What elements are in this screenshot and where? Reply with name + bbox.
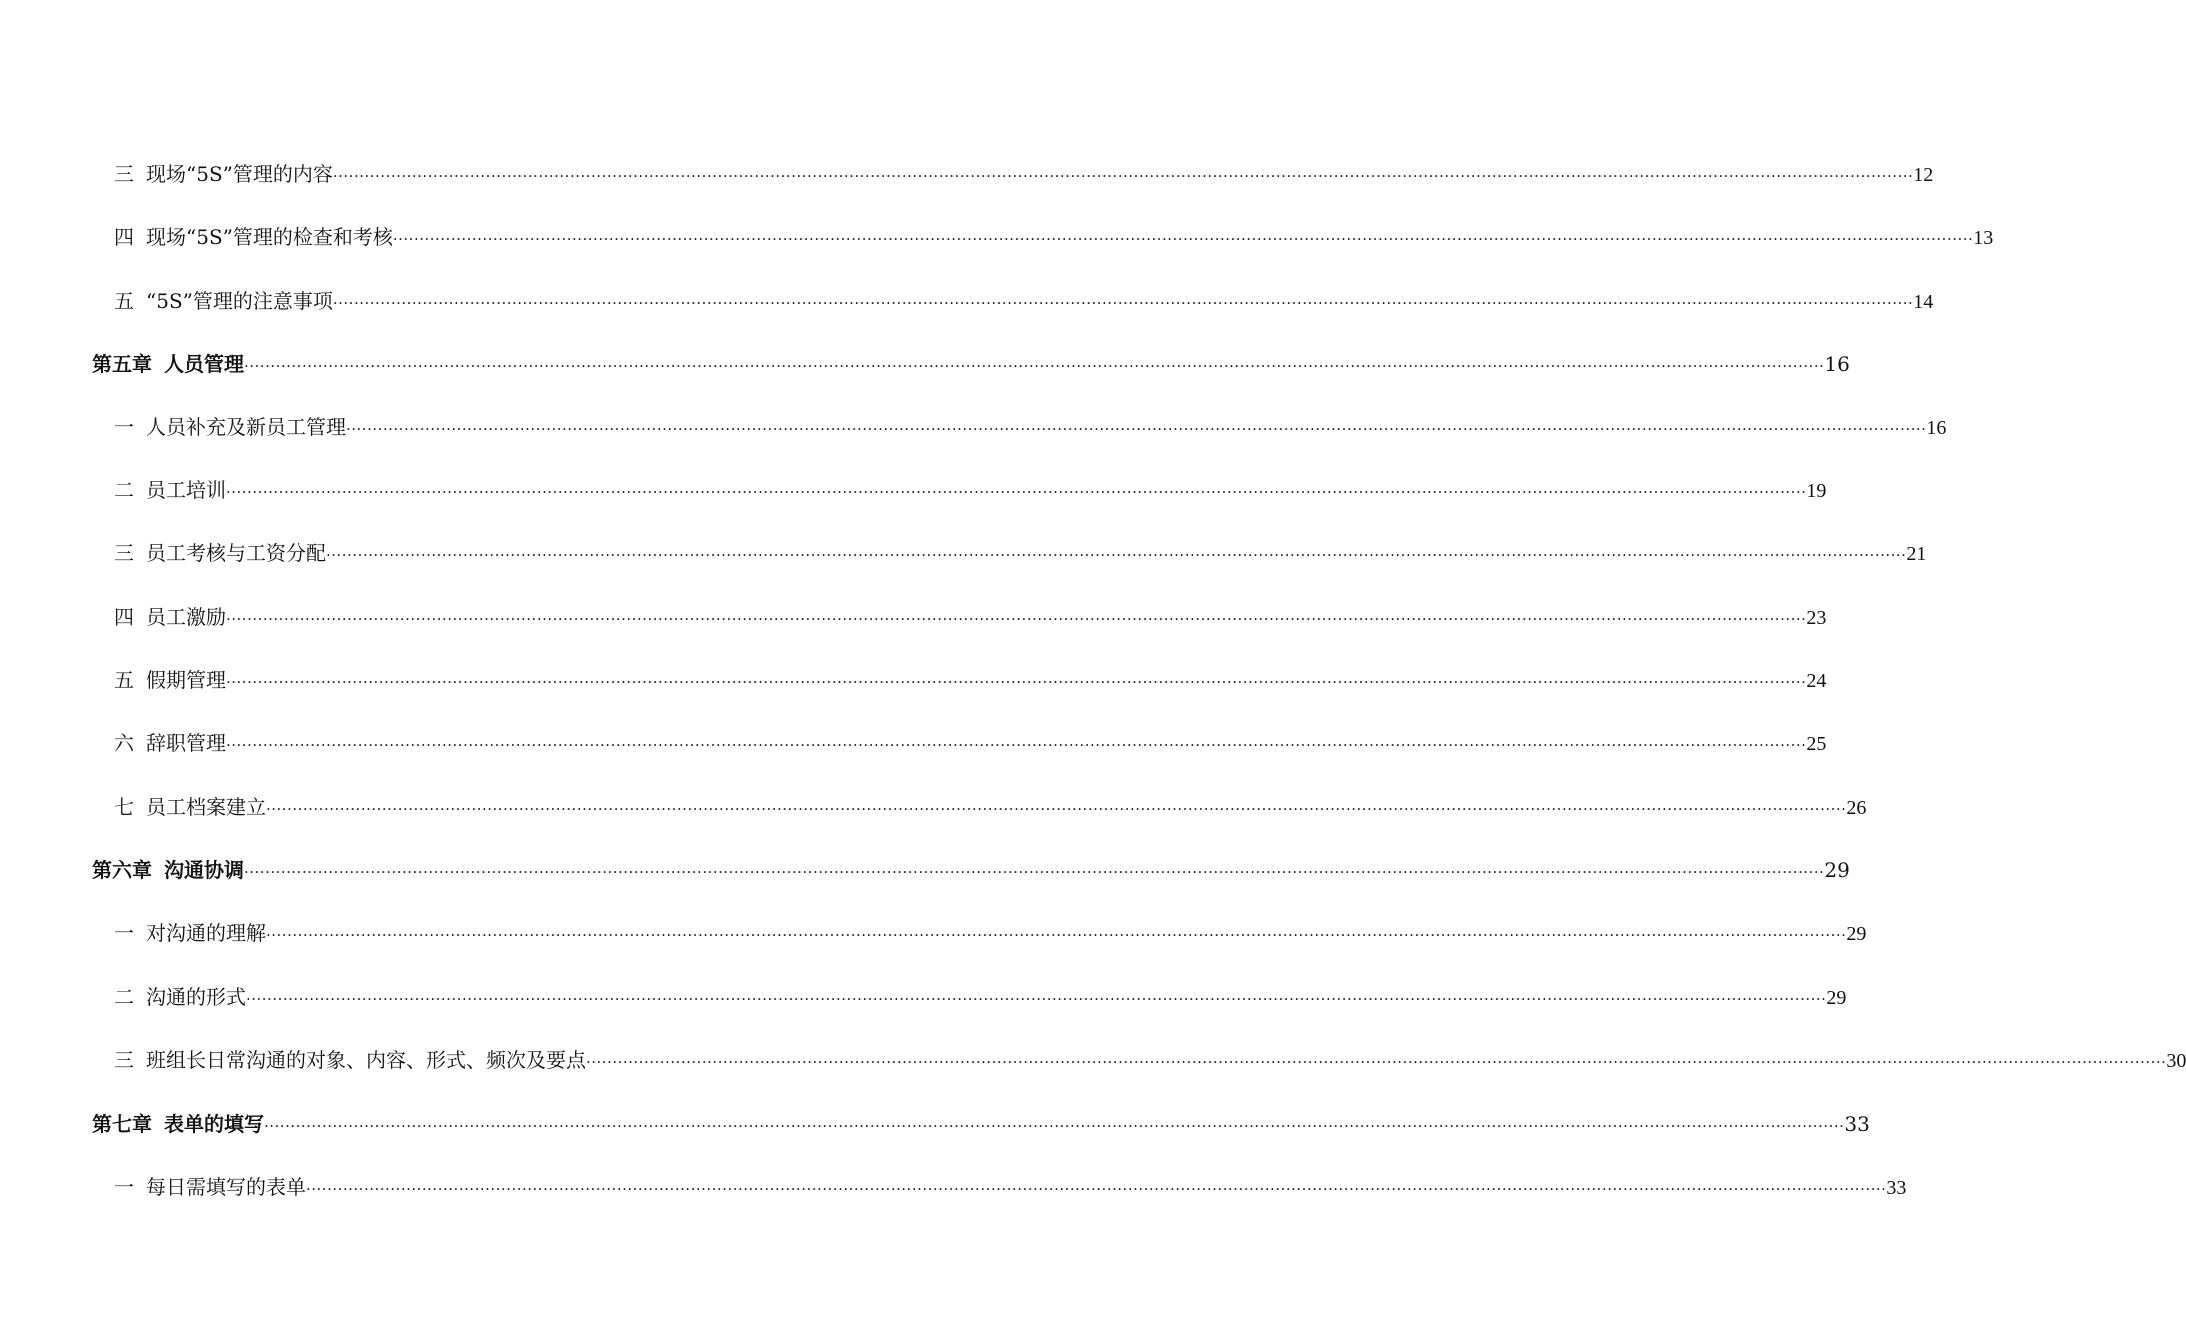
toc-entry-page: 12 — [1913, 164, 1934, 186]
toc-entry[interactable] — [114, 1043, 2186, 1077]
toc-entry-page: 13 — [1973, 227, 1994, 249]
toc-entry-page: 30 — [2166, 1050, 2186, 1072]
toc-entry-title: 辞职管理 — [146, 731, 226, 755]
toc-entry[interactable] — [114, 1170, 1907, 1204]
toc-entry-title: 沟通的形式 — [146, 985, 246, 1009]
toc-entry-number: 六 — [114, 731, 134, 755]
dot-leader: ············································································································································································································································································································ — [264, 1117, 1845, 1135]
toc-entry[interactable] — [114, 726, 1827, 760]
toc-entry[interactable] — [114, 663, 1827, 697]
toc-entry-title: 现场“5S”管理的内容 — [146, 162, 333, 186]
toc-entry-number: 一 — [114, 415, 134, 439]
toc-entry-page: 24 — [1806, 670, 1827, 692]
toc-entry-number: 七 — [114, 795, 134, 819]
toc-entry-title: 员工考核与工资分配 — [146, 541, 326, 565]
dot-leader: ············································································································································································································································································································ — [244, 357, 1825, 375]
toc-entry-number: 三 — [114, 541, 134, 565]
toc-entry[interactable] — [114, 536, 1927, 570]
dot-leader: ············································································································································································································································································································ — [392, 230, 1974, 248]
toc-entry-number: 四 — [114, 225, 134, 249]
toc-chapter-entry[interactable] — [92, 853, 1850, 887]
toc-chapter-number: 第六章 — [92, 858, 152, 882]
dot-leader: ············································································································································································································································································································ — [226, 673, 1807, 691]
dot-leader: ············································································································································································································································································································ — [346, 420, 1927, 438]
dot-leader: ············································································································································································································································································································ — [244, 863, 1825, 881]
toc-entry-page: 16 — [1926, 417, 1947, 439]
toc-entry-title: 现场“5S”管理的检查和考核 — [146, 225, 393, 249]
toc-chapter-number: 第五章 — [92, 352, 152, 376]
dot-leader: ············································································································································································································································································································ — [332, 294, 1914, 312]
toc-entry-number: 四 — [114, 605, 134, 629]
toc-entry-title: 对沟通的理解 — [146, 921, 266, 945]
toc-entry-page: 29 — [1846, 923, 1867, 945]
toc-chapter-title: 人员管理 — [164, 352, 244, 376]
toc-entry-page: 16 — [1824, 352, 1850, 376]
toc-chapter-title: 表单的填写 — [164, 1112, 264, 1136]
toc-entry-title: 假期管理 — [146, 668, 226, 692]
toc-chapter-entry[interactable] — [92, 1107, 1870, 1141]
toc-entry-title: 人员补充及新员工管理 — [146, 415, 346, 439]
toc-entry-number: 三 — [114, 1048, 134, 1072]
toc-entry-title: 班组长日常沟通的对象、内容、形式、频次及要点 — [146, 1048, 586, 1072]
toc-entry[interactable] — [114, 980, 1847, 1014]
dot-leader: ············································································································································································································································································································ — [332, 167, 1914, 185]
toc-entry[interactable] — [114, 600, 1827, 634]
dot-leader: ············································································································································································································································································································ — [226, 483, 1807, 501]
dot-leader: ············································································································································································································································································································ — [586, 1053, 2167, 1071]
toc-entry-title: “5S”管理的注意事项 — [146, 289, 333, 313]
dot-leader: ············································································································································································································································································································ — [266, 926, 1847, 944]
dot-leader: ············································································································································································································································································································ — [226, 610, 1807, 628]
toc-entry-number: 一 — [114, 921, 134, 945]
toc-entry-page: 33 — [1886, 1177, 1907, 1199]
toc-entry[interactable] — [114, 284, 1934, 318]
toc-entry-number: 五 — [114, 289, 134, 313]
toc-entry-page: 19 — [1806, 480, 1827, 502]
toc-entry-number: 二 — [114, 478, 134, 502]
toc-entry-title: 员工激励 — [146, 605, 226, 629]
toc-entry-number: 二 — [114, 985, 134, 1009]
toc-entry-number: 五 — [114, 668, 134, 692]
toc-entry-title: 员工培训 — [146, 478, 226, 502]
toc-entry[interactable] — [114, 473, 1827, 507]
toc-entry-page: 33 — [1844, 1112, 1870, 1136]
dot-leader: ············································································································································································································································································································ — [326, 546, 1907, 564]
toc-chapter-title: 沟通协调 — [164, 858, 244, 882]
toc-entry-page: 14 — [1913, 291, 1934, 313]
toc-entry-number: 三 — [114, 162, 134, 186]
toc-entry[interactable] — [114, 790, 1867, 824]
dot-leader: ············································································································································································································································································································ — [306, 1180, 1887, 1198]
toc-entry-page: 26 — [1846, 797, 1867, 819]
dot-leader: ············································································································································································································································································································ — [226, 736, 1807, 754]
toc-entry[interactable] — [114, 157, 1934, 191]
toc-entry[interactable] — [114, 220, 1994, 254]
toc-chapter-number: 第七章 — [92, 1112, 152, 1136]
toc-entry-page: 29 — [1824, 858, 1850, 882]
toc-entry-page: 25 — [1806, 733, 1827, 755]
toc-entry[interactable] — [114, 410, 1947, 444]
dot-leader: ············································································································································································································································································································ — [266, 800, 1847, 818]
toc-entry-page: 23 — [1806, 607, 1827, 629]
dot-leader: ············································································································································································································································································································ — [246, 990, 1827, 1008]
toc-entry-page: 29 — [1826, 987, 1847, 1009]
toc-entry-title: 员工档案建立 — [146, 795, 266, 819]
toc-entry-page: 21 — [1906, 543, 1927, 565]
toc-entry-title: 每日需填写的表单 — [146, 1175, 306, 1199]
toc-entry-number: 一 — [114, 1175, 134, 1199]
toc-entry[interactable] — [114, 916, 1867, 950]
toc-chapter-entry[interactable] — [92, 347, 1850, 381]
